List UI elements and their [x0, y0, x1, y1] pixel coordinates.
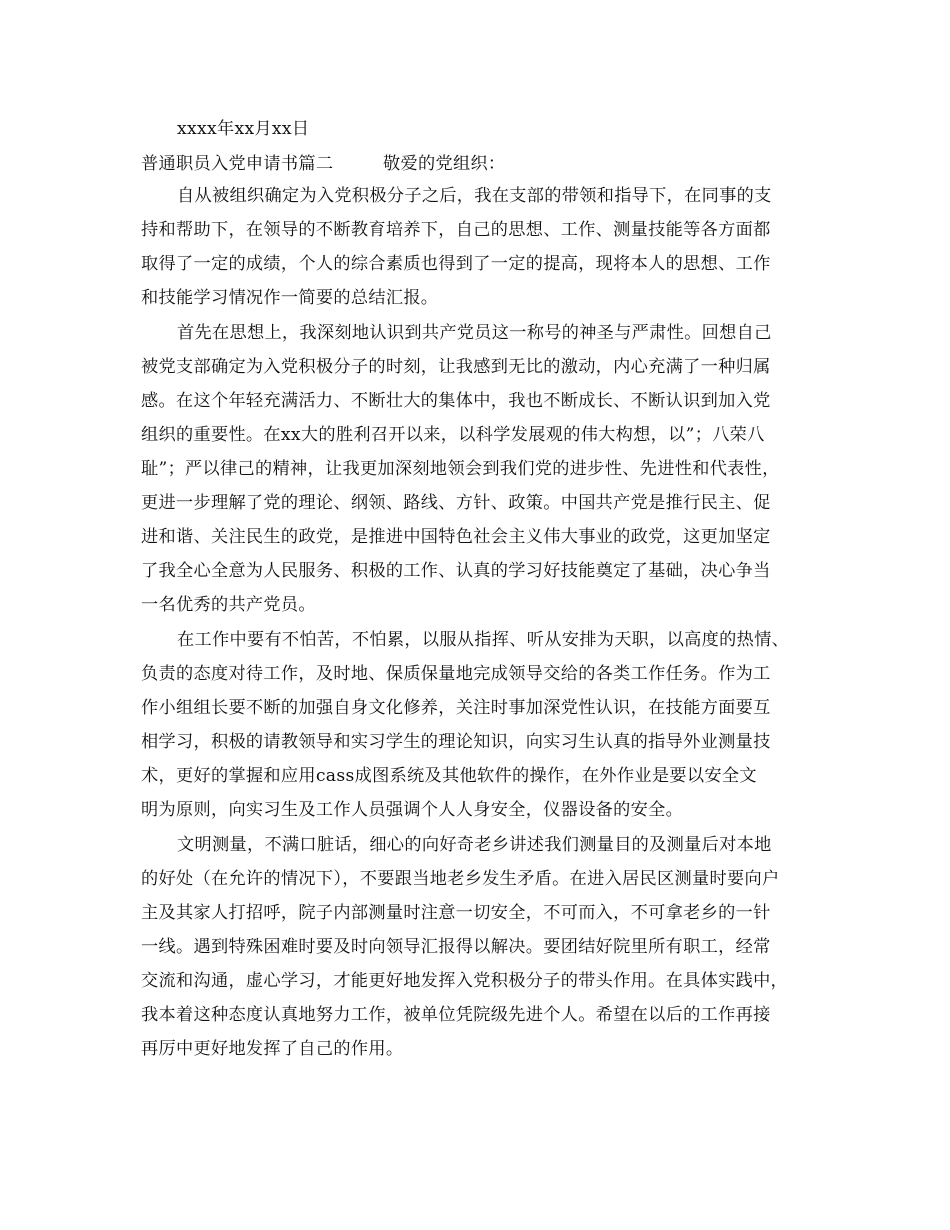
body-line: 再厉中更好地发挥了自己的作用。: [141, 1039, 404, 1059]
body-line: 我本着这种态度认真地努力工作，被单位凭院级先进个人。希望在以后的工作再接: [141, 1005, 771, 1025]
body-line: 被党支部确定为入党积极分子的时刻，让我感到无比的激动，内心充满了一种归属: [141, 357, 771, 377]
body-line: 文明测量，不满口脏话，细心的向好奇老乡讲述我们测量目的及测量后对本地: [177, 835, 772, 855]
body-line: 了我全心全意为人民服务、积极的工作、认真的学习好技能奠定了基础，决心争当: [141, 561, 771, 581]
document-heading: 普通职员入党申请书篇二: [141, 154, 334, 174]
body-line: 相学习，积极的请教领导和实习学生的理论知识，向实习生认真的指导外业测量技: [141, 732, 771, 752]
body-line: 持和帮助下，在领导的不断教育培养下，自己的思想、工作、测量技能等各方面都: [141, 220, 771, 240]
body-line: 和技能学习情况作一简要的总结汇报。: [141, 288, 439, 308]
body-line: 耻”；严以律己的精神，让我更加深刻地领会到我们党的进步性、先进性和代表性，: [141, 459, 780, 479]
body-line: 明为原则，向实习生及工作人员强调个人人身安全，仪器设备的安全。: [141, 800, 684, 820]
body-line: 取得了一定的成绩，个人的综合素质也得到了一定的提高，现将本人的思想、工作: [141, 254, 771, 274]
body-line: 首先在思想上，我深刻地认识到共产党员这一称号的神圣与严肃性。回想自己: [177, 323, 772, 343]
salutation: 敬爱的党组织：: [383, 154, 506, 174]
body-line: 交流和沟通，虚心学习，才能更好地发挥入党积极分子的带头作用。在具体实践中，: [141, 971, 789, 991]
body-line: 感。在这个年轻充满活力、不断壮大的集体中，我也不断成长、不断认识到加入党: [141, 391, 771, 411]
body-line: 作小组组长要不断的加强自身文化修养，关注时事加深党性认识，在技能方面要互: [141, 698, 771, 718]
body-line: 更进一步理解了党的理论、纲领、路线、方针、政策。中国共产党是推行民主、促: [141, 493, 771, 513]
body-line: 在工作中要有不怕苦，不怕累，以服从指挥、听从安排为天职，以高度的热情、: [177, 630, 790, 650]
body-line: 进和谐、关注民生的政党，是推进中国特色社会主义伟大事业的政党，这更加坚定: [141, 527, 771, 547]
body-line: 组织的重要性。在xx大的胜利召开以来，以科学发展观的伟大构想，以”；八荣八: [141, 425, 765, 445]
body-line: 一线。遇到特殊困难时要及时向领导汇报得以解决。要团结好院里所有职工，经常: [141, 937, 771, 957]
body-line: 负责的态度对待工作，及时地、保质保量地完成领导交给的各类工作任务。作为工: [141, 664, 771, 684]
date-line: xxxx年xx月xx日: [177, 119, 310, 139]
body-line: 主及其家人打招呼，院子内部测量时注意一切安全，不可而入，不可拿老乡的一针: [141, 903, 771, 923]
body-line: 一名优秀的共产党员。: [141, 595, 316, 615]
body-line: 的好处（在允许的情况下），不要跟当地老乡发生矛盾。在进入居民区测量时要向户: [141, 869, 780, 889]
body-line: 自从被组织确定为入党积极分子之后，我在支部的带领和指导下，在同事的支: [177, 186, 772, 206]
body-line: 术，更好的掌握和应用cass成图系统及其他软件的操作，在外作业是要以安全文: [141, 766, 757, 786]
